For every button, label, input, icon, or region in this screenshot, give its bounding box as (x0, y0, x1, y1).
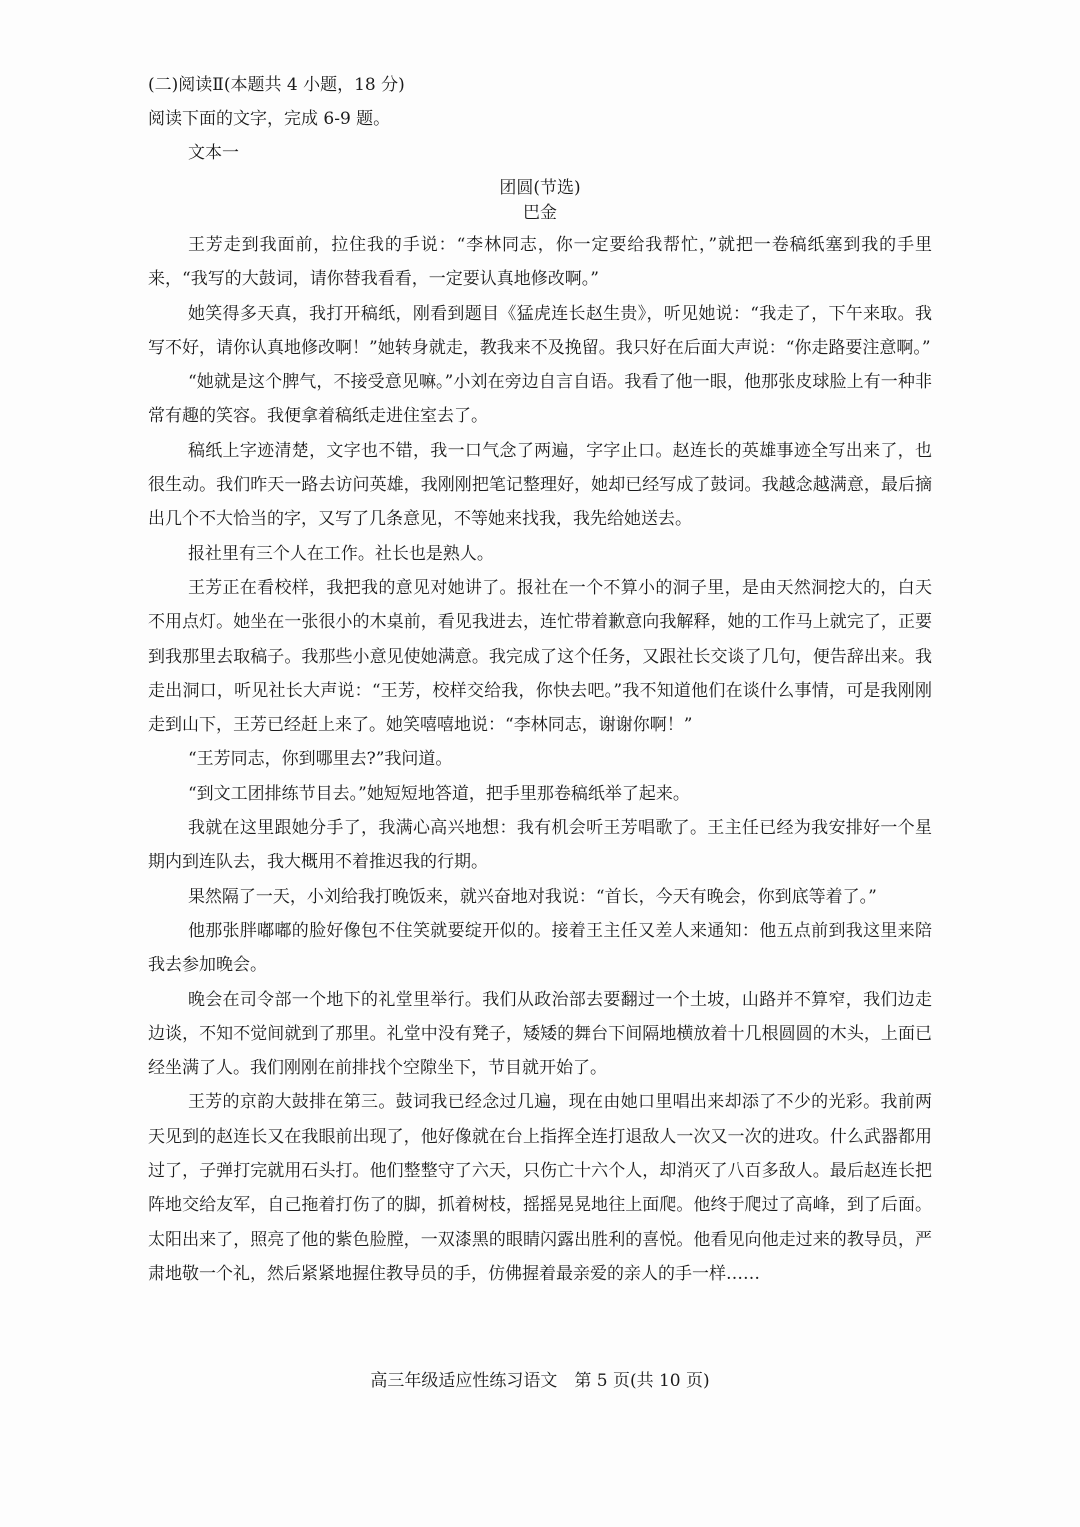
paragraph: 王芳走到我面前，拉住我的手说：“李林同志，你一定要给我帮忙，”就把一卷稿纸塞到我的手里来，“我写的大鼓词，请你替我看看，一定要认真地修改啊。” (148, 235, 932, 290)
paragraph: “她就是这个脾气，不接受意见嘛。”小刘在旁边自言自语。我看了他一眼，他那张皮球脸上有一种非常有趣的笑容。我便拿着稿纸走进住室去了。 (148, 372, 932, 427)
section-heading: (二)阅读Ⅱ(本题共 4 小题，18 分) (148, 75, 405, 95)
paragraph: 报社里有三个人在工作。社长也是熟人。 (187, 543, 494, 564)
page-footer: 高三年级适应性练习语文 第 5 页(共 10 页) (370, 1371, 710, 1391)
paragraph: 他那张胖嘟嘟的脸好像包不住笑就要绽开似的。接着王主任又差人来通知：他五点前到我这里来陪我去参加晚会。 (148, 920, 932, 976)
text-label: 文本一 (188, 143, 239, 163)
article-title-block (148, 176, 932, 226)
paragraph: 王芳的京韵大鼓排在第三。鼓词我已经念过几遍，现在由她口里唱出来却添了不少的光彩。我前两天见到的赵连长又在我眼前出现了，他好像就在台上指挥全连打退敌人一次又一次的进攻。什么武器都用过了，子弹打完就用石头打。他们整整守了六天，只伤亡十六个人，却消灭了八百多敌人。最后赵连长把阵地交给友军，自己拖着打伤了的脚，抓着树枝，摇摇晃晃地往上面爬。他终于爬过了高峰，到了后面。太阳出来了，照亮了他的紫色脸膛，一双漆黑的眼睛闪露出胜利的喜悦。他看见向他走过来的教导员，严肃地敬一个礼，然后紧紧地握住教导员的手，仿佛握着最亲爱的亲人的手一样…… (148, 1092, 932, 1284)
paragraph: “王芳同志，你到哪里去?”我问道。 (187, 749, 453, 770)
page-content (148, 68, 932, 1291)
reading-instruction: 阅读下面的文字，完成 6-9 题。 (148, 109, 391, 129)
article-author: 巴金 (523, 203, 557, 223)
paragraph: 果然隔了一天，小刘给我打晚饭来，就兴奋地对我说：“首长，今天有晚会，你到底等着了。” (187, 886, 877, 907)
paragraph: 王芳正在看校样，我把我的意见对她讲了。报社在一个不算小的洞子里，是由天然洞挖大的，白天不用点灯。她坐在一张很小的木桌前，看见我进去，连忙带着歉意向我解释，她的工作马上就完了，正要到我那里去取稿子。我那些小意见使她满意。我完成了这个任务，又跟社长交谈了几句，便告辞出来。我走出洞口，听见社长大声说：“王芳，校样交给我，你快去吧。”我不知道他们在谈什么事情，可是我刚刚走到山下，王芳已经赶上来了。她笑嘻嘻地说：“李林同志，谢谢你啊！” (148, 577, 932, 736)
article-title: 团圆(节选) (499, 178, 581, 198)
paragraph: 稿纸上字迹清楚，文字也不错，我一口气念了两遍，字字止口。赵连长的英雄事迹全写出来了，也很生动。我们昨天一路去访问英雄，我刚刚把笔记整理好，她却已经写成了鼓词。我越念越满意，最后摘出几个不大恰当的字，又写了几条意见，不等她来找我，我先给她送去。 (148, 440, 932, 530)
paragraph: 晚会在司令部一个地下的礼堂里举行。我们从政治部去要翻过一个土坡，山路并不算窄，我们边走边谈，不知不觉间就到了那里。礼堂中没有凳子，矮矮的舞台下间隔地横放着十几根圆圆的木头，上面已经坐满了人。我们刚刚在前排找个空隙坐下，节目就开始了。 (148, 989, 932, 1079)
article-body (148, 228, 932, 1291)
paragraph: “到文工团排练节目去。”她短短地答道，把手里那卷稿纸举了起来。 (187, 783, 690, 804)
paragraph: 她笑得多天真，我打开稿纸，刚看到题目《猛虎连长赵生贵》，听见她说：“我走了，下午来取。我写不好，请你认真地修改啊！”她转身就走，教我来不及挽留。我只好在后面大声说：“你走路要注意啊。” (148, 303, 932, 358)
paragraph: 我就在这里跟她分手了，我满心高兴地想：我有机会听王芳唱歌了。王主任已经为我安排好一个星期内到连队去，我大概用不着推迟我的行期。 (148, 818, 932, 873)
